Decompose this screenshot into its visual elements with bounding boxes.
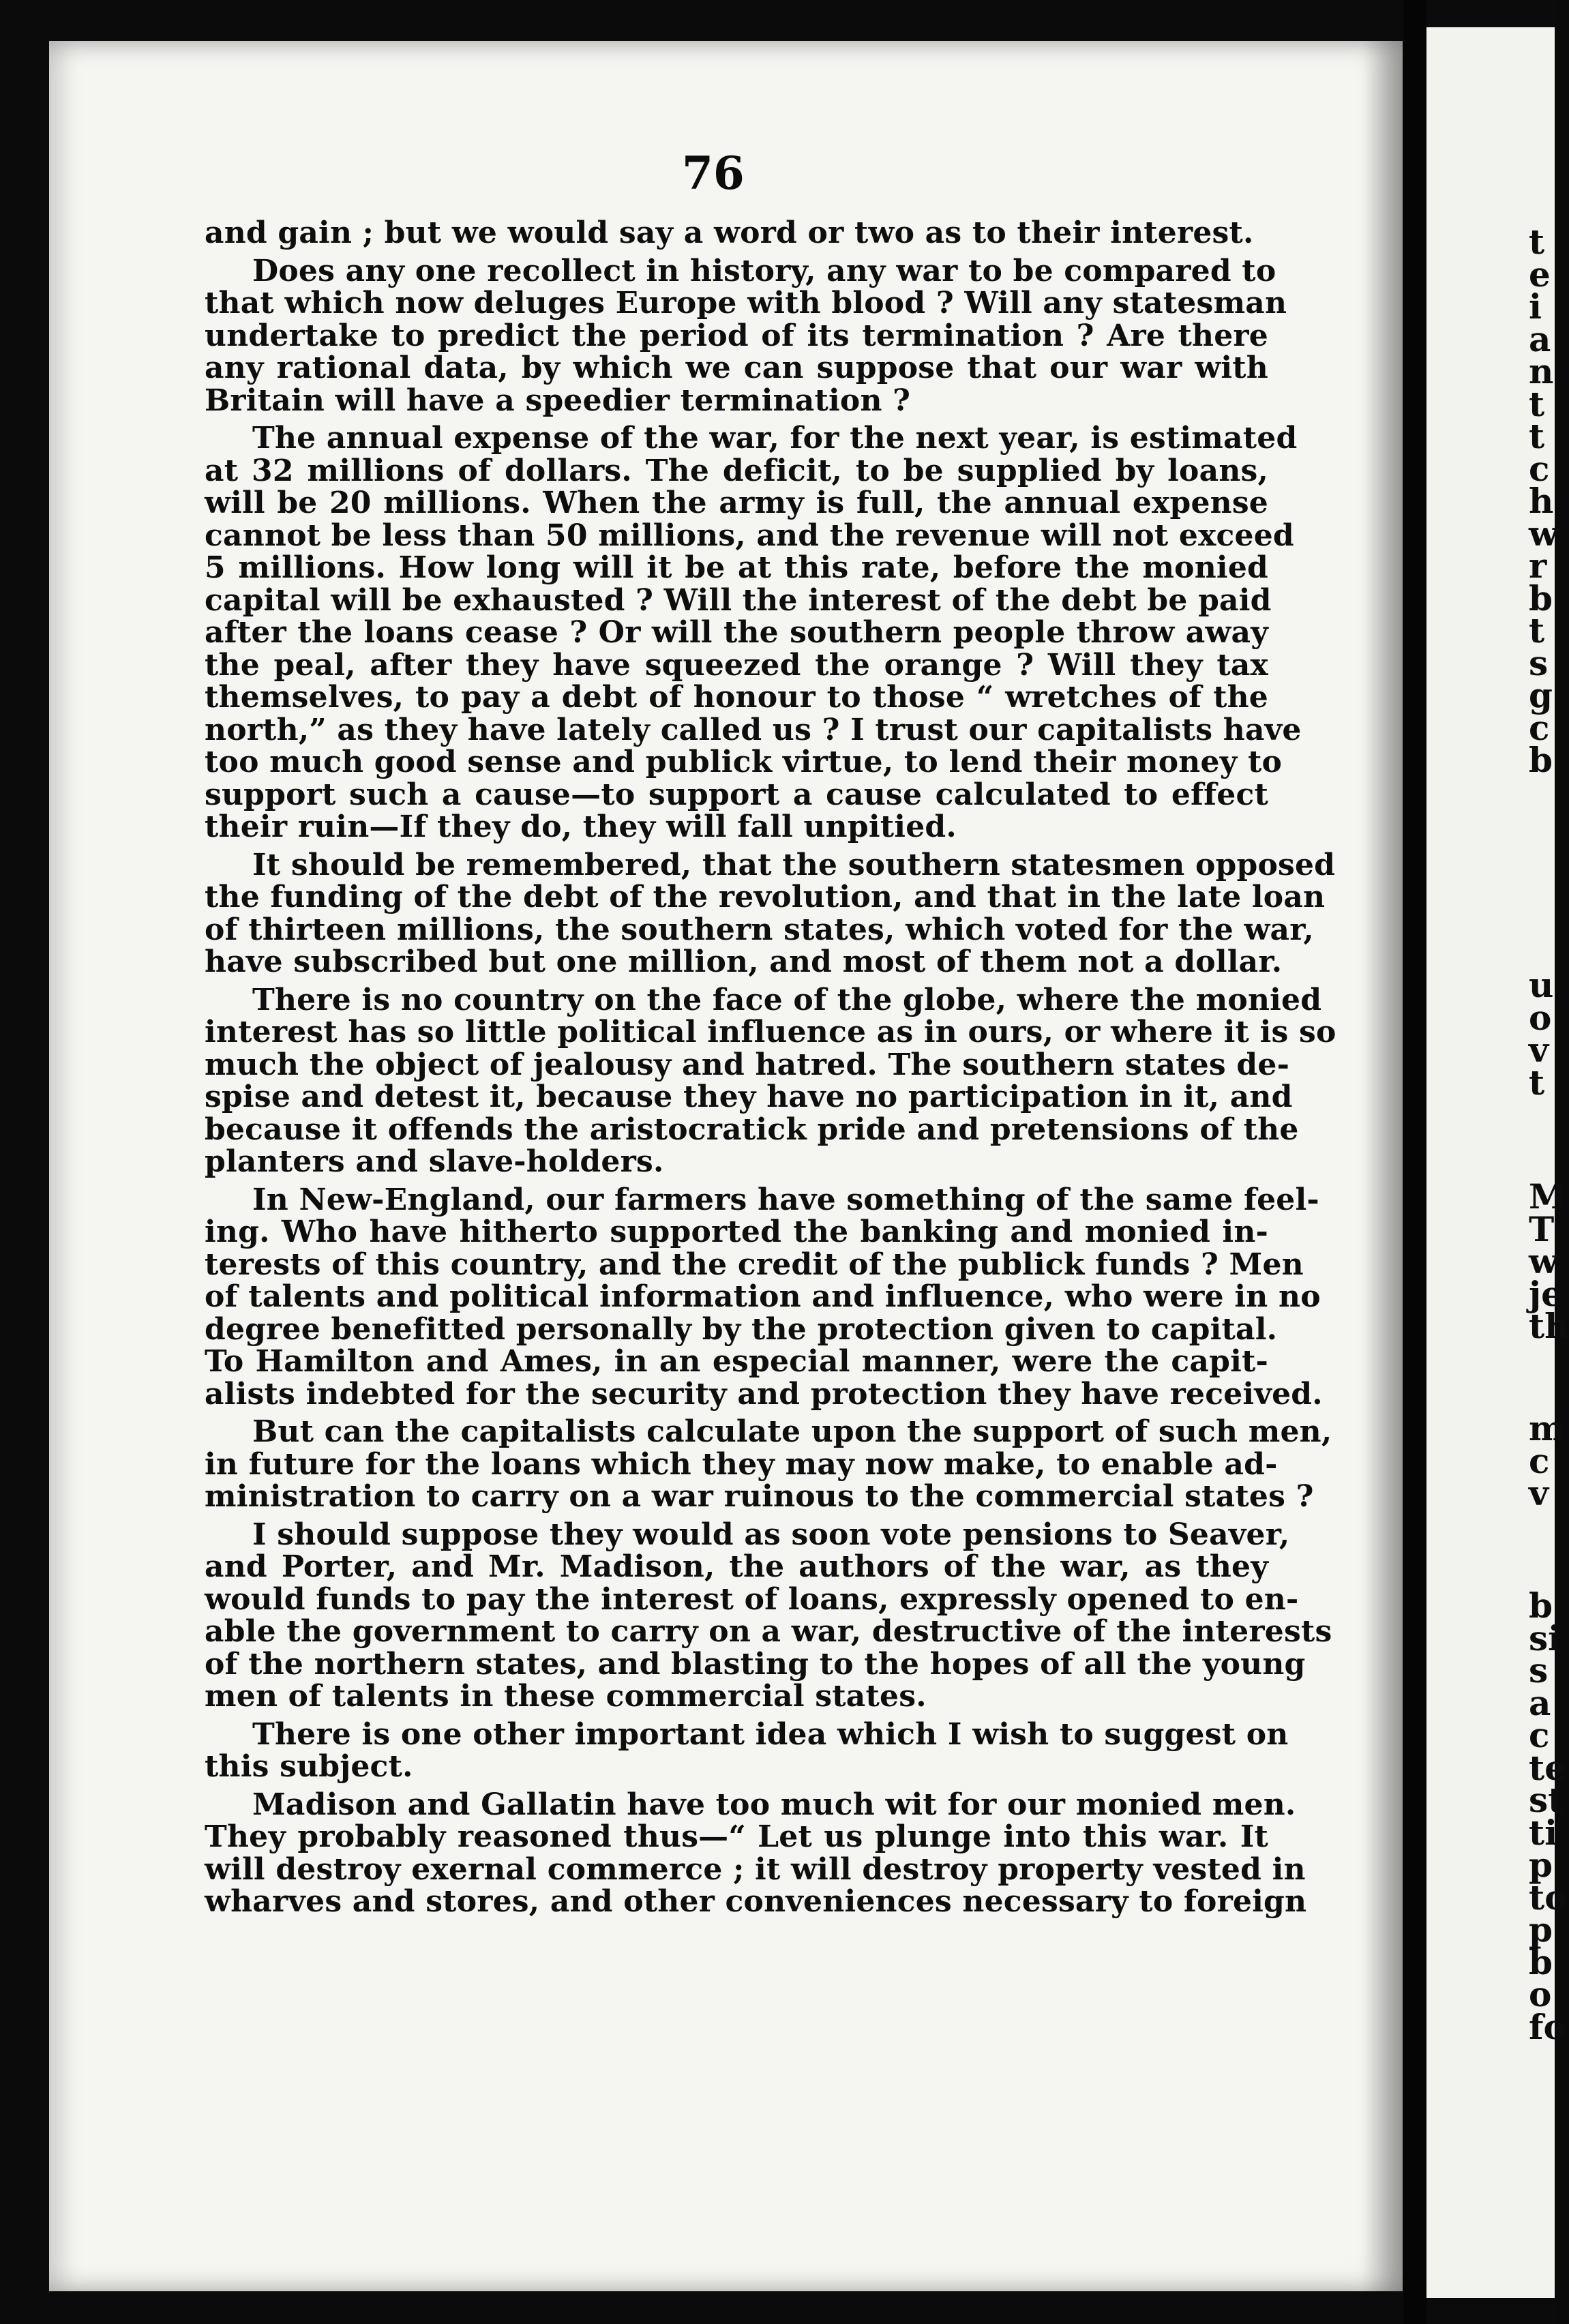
facing-page-fragment: si	[1529, 1618, 1561, 1658]
text-line: They probably reasoned thus—“ Let us plunge into this war. It	[205, 1819, 1268, 1854]
facing-page-fragment: v	[1529, 1030, 1549, 1070]
paragraph	[205, 847, 1336, 979]
text-line: alists indebted for the security and protection they have received.	[205, 1376, 1323, 1412]
page-number: 76	[682, 147, 745, 200]
page-fold-shadow	[1362, 41, 1403, 2291]
text-line: that which now deluges Europe with blood ? Will any statesman	[205, 286, 1287, 321]
text-line: and gain ; but we would say a word or two as to their interest.	[205, 215, 1254, 250]
facing-page-fragment: c	[1529, 1715, 1550, 1755]
facing-page-fragment: b	[1529, 1585, 1553, 1626]
facing-page-fragment: w	[1529, 1241, 1559, 1281]
facing-page-fragment: g	[1529, 675, 1553, 715]
text-line: men of talents in these commercial states.	[205, 1679, 927, 1714]
paragraph	[205, 217, 1268, 250]
facing-page-fragment: h	[1529, 481, 1554, 521]
paragraph	[205, 421, 1302, 844]
text-line: of the northern states, and blasting to the hopes of all the young	[205, 1646, 1306, 1682]
facing-page-fragment: M	[1529, 1176, 1567, 1217]
text-line: But can the capitalists calculate upon the support of such men,	[252, 1414, 1332, 1449]
facing-page-fragment: b	[1529, 740, 1553, 780]
text-line: In New-England, our farmers have something of the same feel-	[252, 1182, 1319, 1217]
facing-page-fragment: b	[1529, 1941, 1553, 1982]
text-line: interest has so little political influence as in ours, or where it is so	[205, 1015, 1336, 1049]
text-line: To Hamilton and Ames, in an especial manner, were the capit-	[205, 1344, 1268, 1379]
facing-page-fragment: t	[1529, 610, 1545, 651]
facing-page-fragment: p	[1529, 1845, 1553, 1885]
text-line: terests of this country, and the credit of the publick funds ? Men	[205, 1247, 1304, 1282]
facing-page-fragment: c	[1529, 448, 1550, 489]
text-line: too much good sense and publick virtue, to lend their money to	[205, 745, 1283, 779]
text-line: planters and slave-holders.	[205, 1144, 664, 1179]
facing-page-fragment: m	[1529, 1408, 1565, 1448]
facing-page-fragment: c	[1529, 707, 1550, 748]
text-line: ministration to carry on a war ruinous to the commercial states ?	[205, 1479, 1314, 1514]
facing-page-fragment: p	[1529, 1909, 1553, 1950]
text-line: degree benefitted personally by the protection given to capital.	[205, 1311, 1278, 1347]
text-line: spise and detest it, because they have no participation in it, and	[205, 1079, 1293, 1114]
text-line: because it offends the aristocratick pride and pretensions of the	[205, 1112, 1299, 1147]
paragraph	[205, 1182, 1323, 1412]
book-gutter	[1403, 0, 1426, 2324]
text-line: wharves and stores, and other conveniences necessary to foreign	[205, 1884, 1307, 1919]
facing-page-fragment: o	[1529, 997, 1552, 1038]
facing-page-fragment: a	[1529, 1682, 1551, 1723]
text-line: able the government to carry on a war, destructive of the interests	[205, 1614, 1332, 1649]
text-line: support such a cause—to support a cause calculated to effect	[205, 777, 1268, 812]
text-line: this subject.	[205, 1749, 413, 1784]
paragraph	[205, 1517, 1332, 1714]
facing-page-fragment: b	[1529, 578, 1553, 619]
text-line: Madison and Gallatin have too much wit for our monied men.	[252, 1787, 1296, 1822]
text-line: of thirteen millions, the southern states, which voted for the war,	[205, 912, 1314, 947]
facing-page-fragment: je	[1529, 1273, 1563, 1314]
facing-page-fragment: st	[1529, 1780, 1564, 1820]
text-line: undertake to predict the period of its termination ? Are there	[205, 318, 1268, 353]
facing-page-fragment: ti	[1529, 1812, 1558, 1853]
page-body-text	[205, 215, 1336, 1919]
text-line: at 32 millions of dollars. The deficit, to be supplied by loans,	[205, 453, 1268, 488]
text-line: 5 millions. How long will it be at this rate, before the monied	[205, 550, 1268, 585]
facing-page-fragment: t	[1529, 222, 1545, 262]
facing-page-edge	[1426, 27, 1569, 2298]
text-line: will destroy exernal commerce ; it will destroy property vested in	[205, 1851, 1306, 1887]
facing-page-fragment: r	[1529, 546, 1547, 586]
text-line: the peal, after they have squeezed the orange ? Will they tax	[205, 647, 1268, 683]
text-line: Britain will have a speedier termination ?	[205, 383, 911, 418]
text-line: much the object of jealousy and hatred. The southern states de-	[205, 1047, 1290, 1082]
facing-page-fragment: t	[1529, 1062, 1545, 1103]
paragraph	[205, 1787, 1307, 1919]
text-line: The annual expense of the war, for the next year, is estimated	[252, 421, 1298, 456]
text-line: Does any one recollect in history, any war to be compared to	[252, 253, 1276, 288]
text-line: cannot be less than 50 millions, and the revenue will not exceed	[205, 518, 1294, 553]
text-line: will be 20 millions. When the army is full, the annual expense	[205, 486, 1268, 520]
facing-page-fragment: i	[1529, 286, 1542, 327]
facing-page-fragment: c	[1529, 1440, 1550, 1481]
text-line: their ruin—If they do, they will fall unpitied.	[205, 809, 957, 844]
text-line: I should suppose they would as soon vote pensions to Seaver,	[252, 1517, 1290, 1552]
text-line: would funds to pay the interest of loans, expressly opened to en-	[205, 1581, 1299, 1617]
text-line: have subscribed but one million, and most of them not a dollar.	[205, 944, 1283, 979]
paragraph	[205, 253, 1287, 418]
text-line: the funding of the debt of the revolution, and that in the late loan	[205, 880, 1326, 914]
facing-page-fragment: s	[1529, 642, 1549, 683]
paragraph	[205, 1414, 1332, 1514]
text-line: in future for the loans which they may now make, to enable ad-	[205, 1446, 1278, 1482]
text-line: There is one other important idea which I wish to suggest on	[252, 1716, 1289, 1752]
text-line: There is no country on the face of the globe, where the monied	[252, 982, 1322, 1017]
text-line: any rational data, by which we can suppose that our war with	[205, 351, 1268, 385]
text-line: It should be remembered, that the southern statesmen opposed	[252, 847, 1336, 882]
text-line: ing. Who have hitherto supported the banking and monied in-	[205, 1215, 1268, 1249]
facing-page-fragment: to	[1529, 1877, 1568, 1918]
facing-page-fragment: t	[1529, 416, 1545, 456]
paragraph	[205, 982, 1336, 1179]
facing-page-fragment: s	[1529, 1650, 1549, 1690]
facing-page-fragment: te	[1529, 1747, 1566, 1788]
facing-page-fragment: o	[1529, 1974, 1552, 2014]
facing-page-fragment: v	[1529, 1473, 1549, 1513]
facing-page-fragment: T	[1529, 1208, 1555, 1249]
text-line: capital will be exhausted ? Will the interest of the debt be paid	[205, 582, 1272, 618]
text-line: of talents and political information and influence, who were in no	[205, 1279, 1321, 1314]
facing-page-fragment: w	[1529, 513, 1559, 554]
paragraph	[205, 1716, 1289, 1784]
facing-page-fragment: th	[1529, 1306, 1569, 1346]
facing-page-fragment: t	[1529, 383, 1545, 424]
text-line: north,” as they have lately called us ? I trust our capitalists have	[205, 712, 1302, 747]
text-line: after the loans cease ? Or will the southern people throw away	[205, 615, 1268, 650]
facing-page-fragment: n	[1529, 351, 1554, 391]
facing-page-fragment: u	[1529, 965, 1554, 1005]
text-line: themselves, to pay a debt of honour to those “ wretches of the	[205, 680, 1268, 715]
facing-page-fragment: e	[1529, 254, 1551, 295]
facing-page-fragment: fo	[1529, 2006, 1566, 2047]
facing-page-fragment: a	[1529, 318, 1551, 359]
text-line: and Porter, and Mr. Madison, the authors of the war, as they	[205, 1549, 1268, 1584]
